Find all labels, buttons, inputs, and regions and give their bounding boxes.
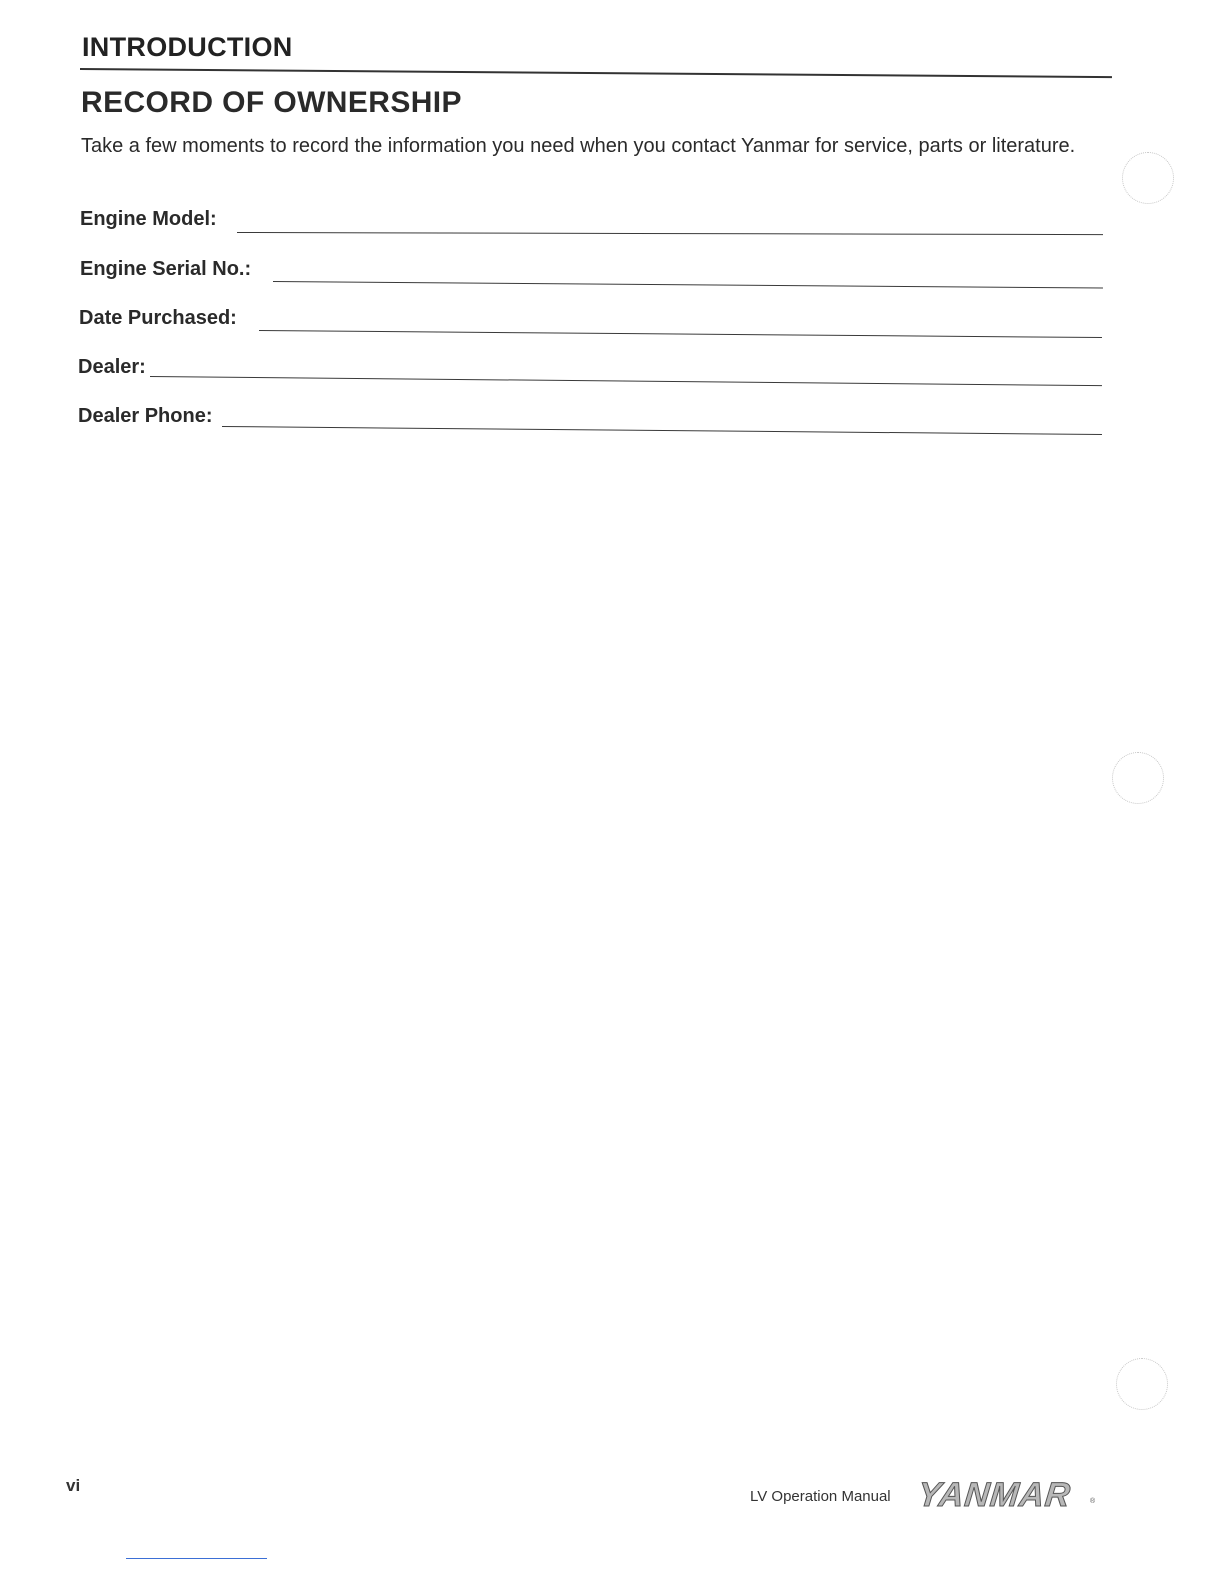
engine-model-label: Engine Model: bbox=[80, 208, 217, 230]
dealer-line[interactable] bbox=[150, 376, 1102, 387]
yanmar-logo: YANMAR bbox=[916, 1476, 1073, 1514]
date-purchased-line[interactable] bbox=[259, 330, 1102, 338]
intro-paragraph: Take a few moments to record the information you need when you contact Yanmar for service, parts or literature. bbox=[81, 135, 1076, 157]
engine-model-line[interactable] bbox=[237, 232, 1103, 236]
dealer-phone-line[interactable] bbox=[222, 426, 1102, 435]
bottom-link-underline bbox=[126, 1558, 267, 1559]
section-title: INTRODUCTION bbox=[82, 32, 293, 62]
dealer-label: Dealer: bbox=[78, 356, 146, 378]
manual-title: LV Operation Manual bbox=[750, 1488, 891, 1505]
page-number: vi bbox=[66, 1476, 81, 1495]
engine-serial-line[interactable] bbox=[273, 281, 1103, 289]
page-heading: RECORD OF OWNERSHIP bbox=[81, 86, 462, 119]
binder-hole-middle bbox=[1112, 752, 1164, 804]
dealer-phone-label: Dealer Phone: bbox=[78, 405, 213, 427]
date-purchased-label: Date Purchased: bbox=[79, 307, 237, 329]
binder-hole-top bbox=[1122, 152, 1174, 204]
registered-mark: ® bbox=[1090, 1498, 1096, 1505]
header-divider bbox=[80, 68, 1112, 78]
binder-hole-bottom bbox=[1116, 1358, 1168, 1410]
engine-serial-label: Engine Serial No.: bbox=[80, 258, 252, 280]
